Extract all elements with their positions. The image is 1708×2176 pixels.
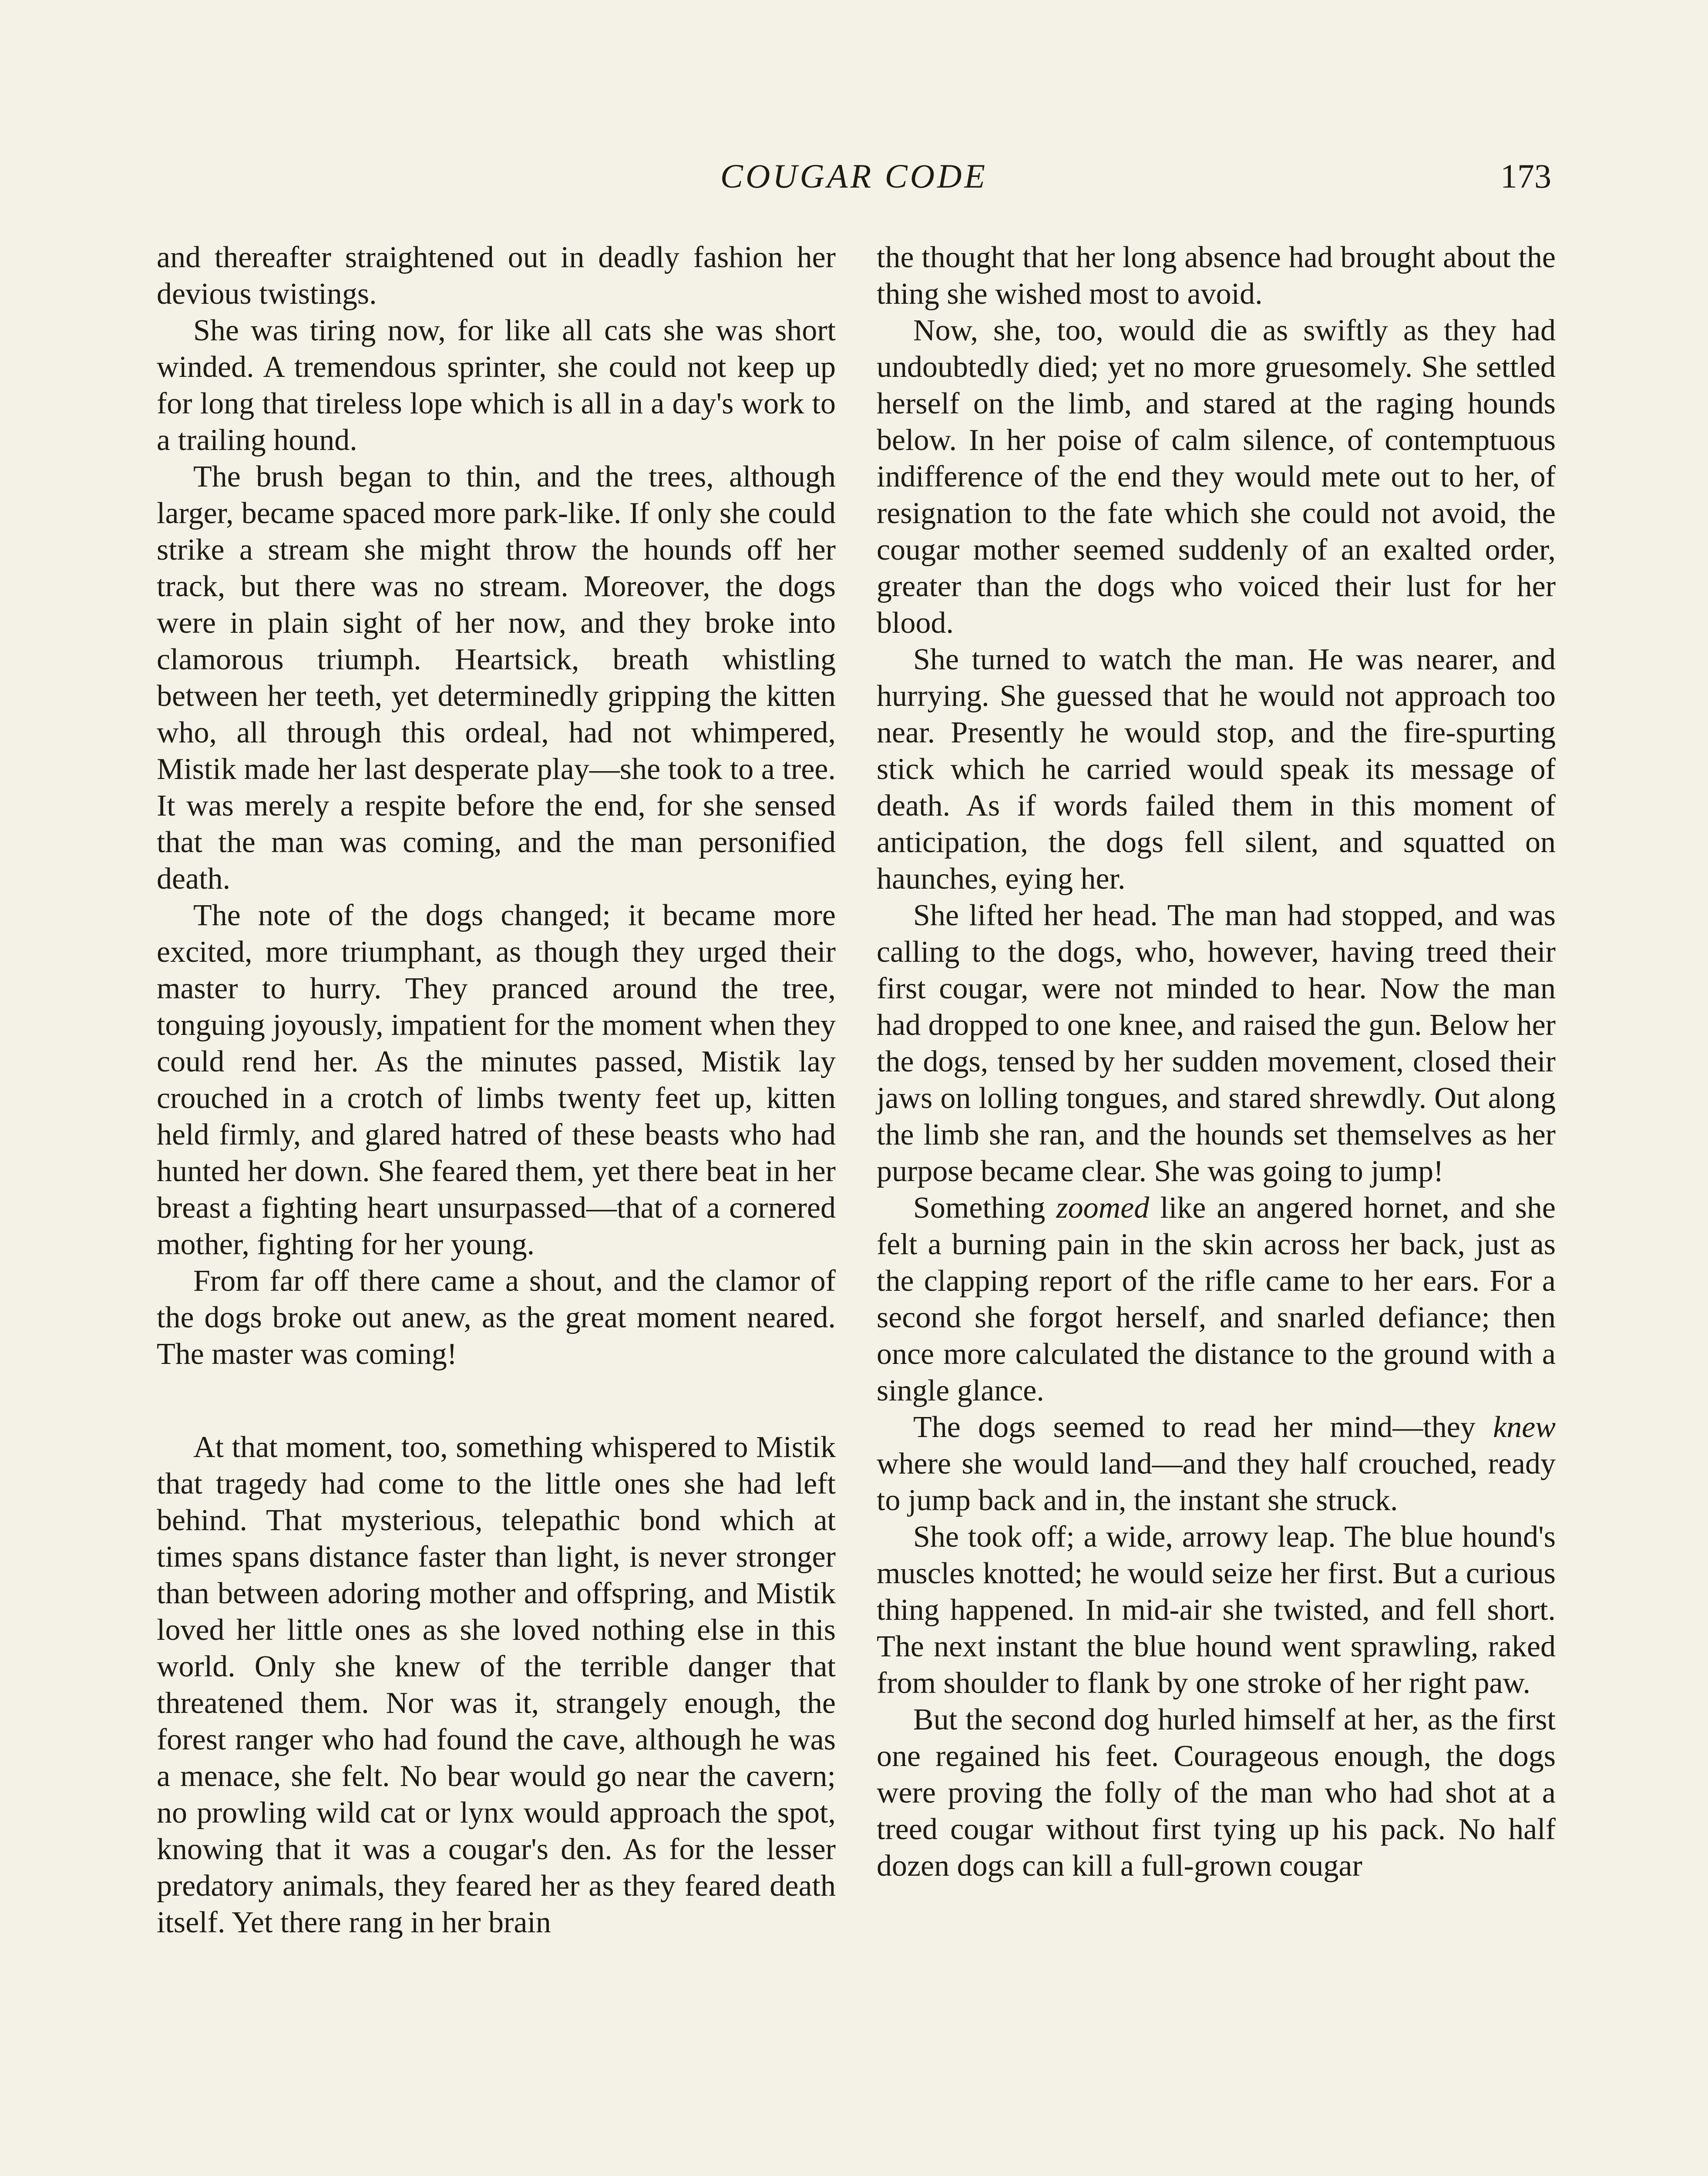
paragraph: But the second dog hurled himself at her, as the first one regained his feet. Courageous enough, the dogs were proving the folly of the man who had shot at a treed cougar without first tying up his pack. No half dozen dogs can kill a full-grown cougar: [877, 1703, 1556, 1883]
running-header: [157, 157, 1551, 205]
paragraph: She turned to watch the man. He was nearer, and hurrying. She guessed that he would not approach too near. Presently he would stop, and the fire-spurting stick which he carried would speak its message of death. As if words failed them in this moment of anticipation, the dogs fell silent, and squatted on haunches, eying her.: [877, 643, 1556, 896]
paragraph: Now, she, too, would die as swiftly as they had undoubtedly died; yet no more gruesomely. She settled herself on the limb, and stared at the raging hounds below. In her poise of calm silence, of contemptuous indifference of the end they would mete out to her, of resignation to the fate which she could not avoid, the cougar mother seemed suddenly of an exalted order, greater than the dogs who voiced their lust for her blood.: [877, 314, 1556, 640]
paragraph: From far off there came a shout, and the clamor of the dogs broke out anew, as the great moment neared. The master was coming!: [157, 1264, 836, 1371]
paragraph: She lifted her head. The man had stopped, and was calling to the dogs, who, however, having treed their first cougar, were not minded to hear. Now the man had dropped to one knee, and raised the gun. Below her the dogs, tensed by her sudden movement, closed their jaws on lolling tongues, and stared shrewdly. Out along the limb she ran, and the hounds set themselves as her purpose became clear. She was going to jump!: [877, 899, 1556, 1188]
running-title: COUGAR CODE: [720, 157, 988, 195]
text-run: like an angered hornet, and she felt a burning pain in the skin across her back, just as the clapping report of the rifle came to her ears. For a second she forgot herself, and snarled defiance; then once more calculated the distance to the ground with a single glance.: [877, 1191, 1556, 1407]
paragraph: and thereafter straightened out in deadly fashion her devious twistings.: [157, 241, 836, 311]
paragraph: At that moment, too, something whispered to Mistik that tragedy had come to the little ones she had left behind. That mysterious, telepathic bond which at times spans distance faster than light, is never stronger than between adoring mother and offspring, and Mistik loved her little ones as she loved nothing else in this world. Only she knew of the terrible danger that threatened them. Nor was it, strangely enough, the forest ranger who had found the cave, although he was a menace, she felt. No bear would go near the cavern; no prowling wild cat or lynx would approach the spot, knowing that it was a cougar's den. As for the lesser predatory animals, they feared her as they feared death itself. Yet there rang in her brain: [157, 1431, 836, 1939]
right-column: [877, 239, 1556, 1884]
page-number: 173: [1500, 157, 1551, 195]
text-run: where she would land—and they half crouched, ready to jump back and in, the instant she struck.: [877, 1447, 1556, 1517]
section-break: [157, 1373, 836, 1429]
emphasized-word: knew: [1493, 1410, 1556, 1444]
paragraph: The brush began to thin, and the trees, although larger, became spaced more park-like. If only she could strike a stream she might throw the hounds off her track, but there was no stream. Moreover, the dogs were in plain sight of her now, and they broke into clamorous triumph. Heartsick, breath whistling between her teeth, yet determinedly gripping the kitten who, all through this ordeal, had not whimpered, Mistik made her last desperate play—she took to a tree. It was merely a respite before the end, for she sensed that the man was coming, and the man personified death.: [157, 460, 836, 896]
paragraph: [877, 1409, 1556, 1519]
paragraph: the thought that her long absence had brought about the thing she wished most to avoid.: [877, 241, 1556, 311]
text-run: Something: [913, 1191, 1056, 1225]
paragraph: [877, 1190, 1556, 1409]
text-run: The dogs seemed to read her mind—they: [913, 1410, 1493, 1444]
left-column: [157, 239, 836, 1941]
paragraph: She was tiring now, for like all cats she was short winded. A tremendous sprinter, she could not keep up for long that tireless lope which is all in a day's work to a trailing hound.: [157, 314, 836, 457]
paragraph: The note of the dogs changed; it became more excited, more triumphant, as though they urged their master to hurry. They pranced around the tree, tonguing joyously, impatient for the moment when they could rend her. As the minutes passed, Mistik lay crouched in a crotch of limbs twenty feet up, kitten held firmly, and glared hatred of these beasts who had hunted her down. She feared them, yet there beat in her breast a fighting heart unsurpassed—that of a cornered mother, fighting for her young.: [157, 899, 836, 1261]
paragraph: She took off; a wide, arrowy leap. The blue hound's muscles knotted; he would seize her first. But a curious thing happened. In mid-air she twisted, and fell short. The next instant the blue hound went sprawling, raked from shoulder to flank by one stroke of her right paw.: [877, 1520, 1556, 1700]
emphasized-word: zoomed: [1056, 1191, 1150, 1225]
